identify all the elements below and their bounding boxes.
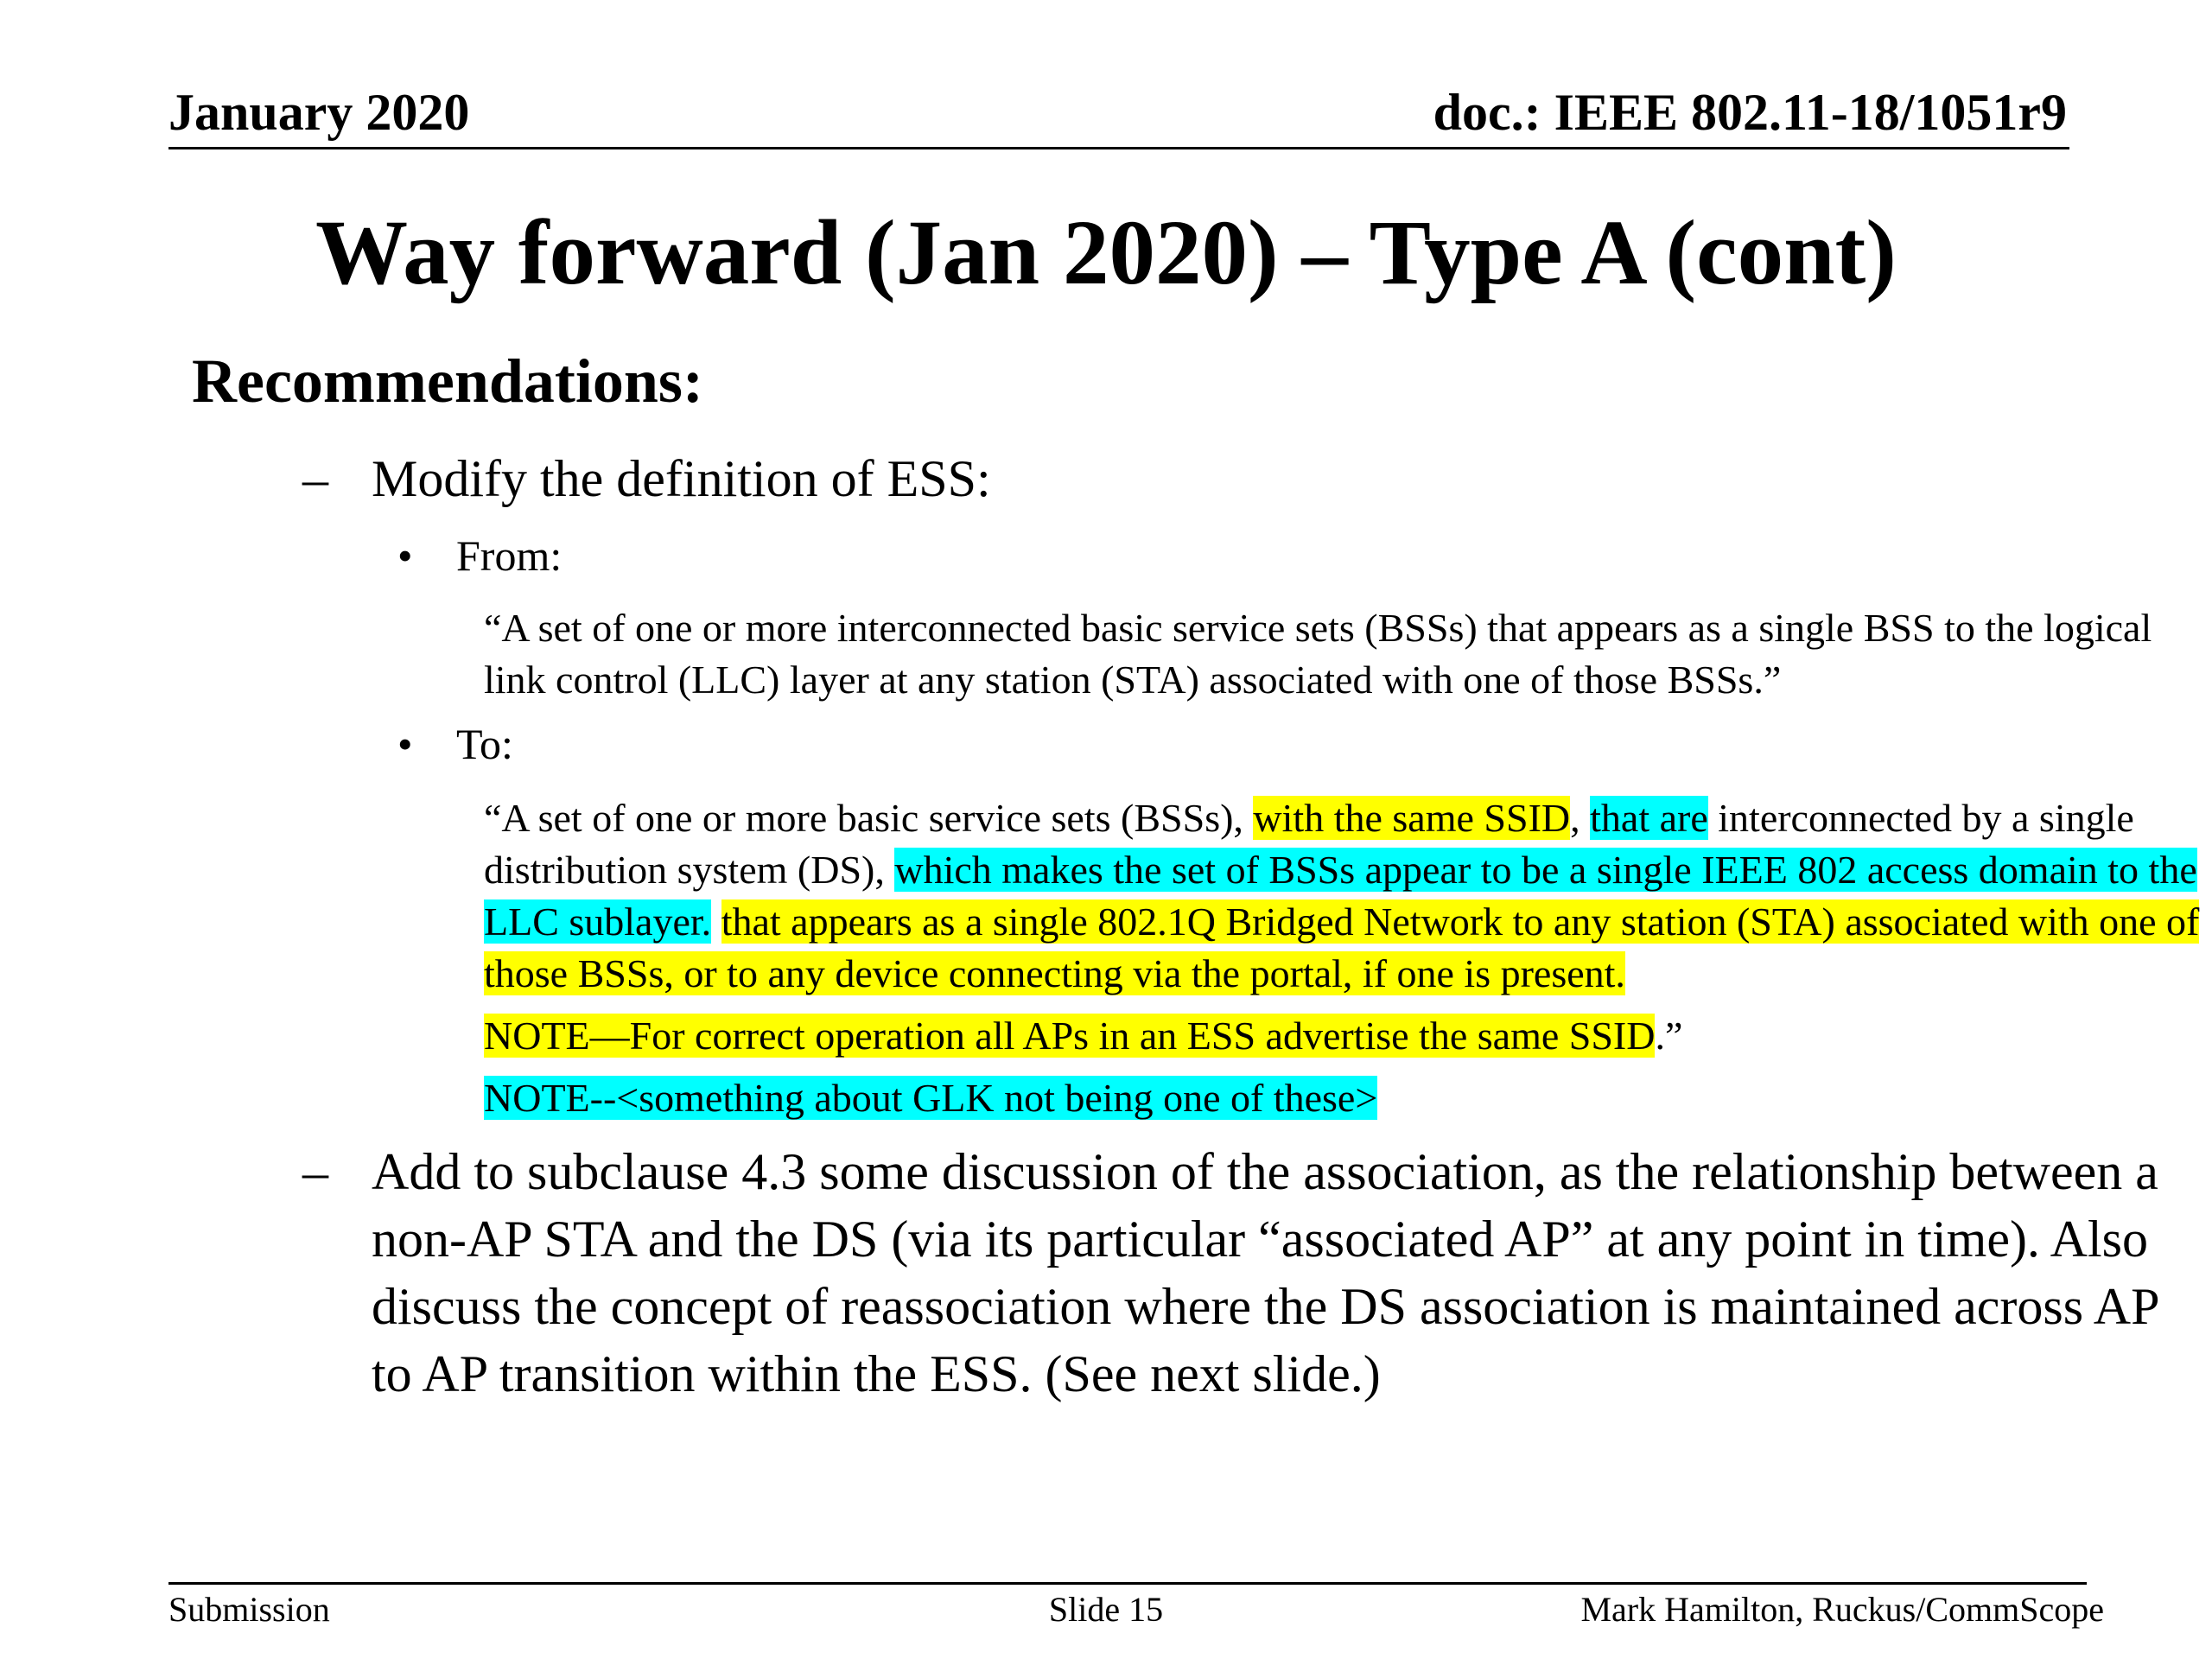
- bullet-marker: •: [397, 720, 413, 768]
- footer-slide-number: Slide 15: [1048, 1590, 1164, 1629]
- to-label: To:: [456, 720, 513, 768]
- header-rule: [168, 147, 2069, 149]
- bullet-from: [192, 530, 2110, 582]
- highlight-bridged-network: that appears as a single 802.1Q Bridged Network to any station (STA) associated with one of those BSSs, or to any device connecting via the portal, if one is present.: [484, 899, 2200, 995]
- item-add-subclause: [192, 1138, 2169, 1408]
- item-modify-ess-text: Modify the definition of ESS:: [372, 450, 991, 507]
- footer-author: Mark Hamilton, Ruckus/CommScope: [1580, 1590, 2104, 1629]
- dash-marker: –: [302, 1143, 328, 1200]
- item-modify-ess: [192, 445, 2110, 512]
- to-quote-seg: “A set of one or more basic service sets (BSSs),: [484, 796, 1254, 840]
- highlight-that-are: that are: [1590, 796, 1708, 840]
- from-label: From:: [456, 531, 563, 580]
- item-add-subclause-text: Add to subclause 4.3 some discussion of the association, as the relationship between a non-AP STA and the DS (via its particular “associated AP” at any point in time). Also discuss the concept of reassociation where the DS association is maintained across AP to AP transition within the ESS. (See next slide.): [372, 1143, 2158, 1402]
- footer-rule: [168, 1582, 2087, 1585]
- footer-submission: Submission: [168, 1590, 330, 1629]
- bullet-to: [192, 718, 2110, 770]
- note-ssid: [192, 1010, 2203, 1062]
- slide-title: Way forward (Jan 2020) – Type A (cont): [315, 202, 1897, 304]
- highlight-note-ssid: NOTE—For correct operation all APs in an ESS advertise the same SSID: [484, 1014, 1656, 1058]
- note-ssid-end: .”: [1655, 1014, 1683, 1058]
- note-glk: [192, 1072, 2203, 1124]
- highlight-access-domain: which makes the set of BSSs appear to be a single IEEE 802 access domain to the LLC sublayer.: [484, 848, 2197, 944]
- from-quote: “A set of one or more interconnected basic service sets (BSSs) that appears as a single BSS to the logical link control (LLC) layer at any station (STA) associated with one of those BSSs.”: [484, 606, 2152, 702]
- to-quote-seg: ,: [1570, 796, 1591, 840]
- header-doc-id: doc.: IEEE 802.11-18/1051r9: [1433, 84, 2067, 141]
- bullet-marker: •: [397, 531, 413, 580]
- to-quote: [192, 792, 2203, 1000]
- highlight-note-glk: NOTE--<something about GLK not being one of these>: [484, 1076, 1378, 1120]
- highlight-same-ssid: with the same SSID: [1253, 796, 1571, 840]
- dash-marker: –: [302, 450, 328, 507]
- to-quote-seg: interconnected by a single distribution system (DS),: [484, 796, 2134, 892]
- header-date: January 2020: [168, 84, 470, 141]
- recommendations-heading: Recommendations:: [192, 346, 703, 416]
- slide-body: [192, 346, 2200, 1408]
- to-quote-seg: [711, 899, 721, 944]
